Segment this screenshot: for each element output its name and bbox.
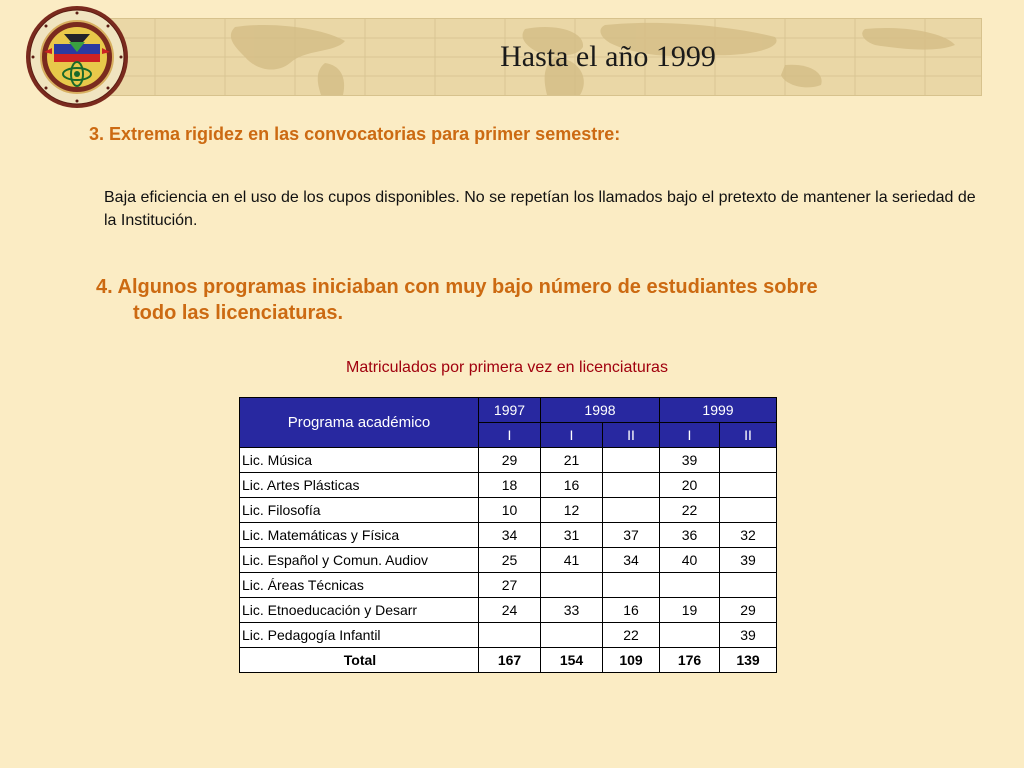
program-name-cell: Lic. Áreas Técnicas	[240, 573, 479, 598]
program-name-cell: Lic. Etnoeducación y Desarr	[240, 598, 479, 623]
enrollment-value-cell	[479, 623, 541, 648]
enrollment-value-cell: 33	[541, 598, 603, 623]
enrollment-value-cell	[660, 623, 720, 648]
program-name-cell: Lic. Pedagogía Infantil	[240, 623, 479, 648]
total-value-cell: 176	[660, 648, 720, 673]
total-value-cell: 109	[603, 648, 660, 673]
enrollment-value-cell	[720, 573, 777, 598]
table-row	[240, 598, 777, 623]
enrollment-value-cell: 25	[479, 548, 541, 573]
enrollment-value-cell: 19	[660, 598, 720, 623]
table-caption: Matriculados por primera vez en licenciaturas	[346, 359, 668, 376]
enrollment-value-cell: 21	[541, 448, 603, 473]
semester-header: I	[479, 423, 541, 448]
total-value-cell: 139	[720, 648, 777, 673]
enrollment-value-cell: 32	[720, 523, 777, 548]
table-row	[240, 623, 777, 648]
program-name-cell: Lic. Música	[240, 448, 479, 473]
enrollment-value-cell: 16	[603, 598, 660, 623]
semester-header: I	[660, 423, 720, 448]
year-header-1997: 1997	[479, 398, 541, 423]
enrollment-value-cell: 36	[660, 523, 720, 548]
total-row	[240, 648, 777, 673]
enrollment-value-cell: 39	[720, 548, 777, 573]
table-row	[240, 448, 777, 473]
program-name-cell: Lic. Filosofía	[240, 498, 479, 523]
enrollment-value-cell	[720, 473, 777, 498]
enrollment-value-cell: 39	[660, 448, 720, 473]
table-row	[240, 473, 777, 498]
title-banner	[84, 18, 982, 96]
enrollment-value-cell	[720, 448, 777, 473]
enrollment-value-cell: 29	[479, 448, 541, 473]
table-row	[240, 548, 777, 573]
total-value-cell: 154	[541, 648, 603, 673]
program-name-cell: Lic. Español y Comun. Audiov	[240, 548, 479, 573]
year-header-1998: 1998	[541, 398, 660, 423]
semester-header: I	[541, 423, 603, 448]
table-row	[240, 498, 777, 523]
section-4-heading-line1: 4. Algunos programas iniciaban con muy bajo número de estudiantes sobre	[96, 276, 818, 298]
program-column-header: Programa académico	[240, 398, 479, 448]
enrollment-value-cell: 22	[660, 498, 720, 523]
enrollment-value-cell: 37	[603, 523, 660, 548]
section-3-body: Baja eficiencia en el uso de los cupos disponibles. No se repetían los llamados bajo el pretexto de mantener la seriedad de la Institución.	[104, 189, 976, 229]
enrollment-value-cell: 18	[479, 473, 541, 498]
enrollment-value-cell: 31	[541, 523, 603, 548]
enrollment-value-cell: 22	[603, 623, 660, 648]
enrollment-value-cell	[720, 498, 777, 523]
enrollment-value-cell: 39	[720, 623, 777, 648]
enrollment-value-cell: 40	[660, 548, 720, 573]
enrollment-table	[239, 397, 777, 673]
enrollment-value-cell: 34	[479, 523, 541, 548]
enrollment-value-cell: 12	[541, 498, 603, 523]
enrollment-value-cell: 34	[603, 548, 660, 573]
enrollment-value-cell	[603, 573, 660, 598]
year-header-1999: 1999	[660, 398, 777, 423]
enrollment-value-cell: 10	[479, 498, 541, 523]
total-value-cell: 167	[479, 648, 541, 673]
table-row	[240, 573, 777, 598]
total-label-cell: Total	[240, 648, 479, 673]
enrollment-value-cell	[603, 498, 660, 523]
enrollment-value-cell: 20	[660, 473, 720, 498]
enrollment-value-cell: 29	[720, 598, 777, 623]
enrollment-value-cell	[603, 473, 660, 498]
semester-header: II	[603, 423, 660, 448]
enrollment-value-cell: 16	[541, 473, 603, 498]
enrollment-value-cell	[541, 573, 603, 598]
section-4-heading-line2: todo las licenciaturas.	[133, 302, 344, 324]
enrollment-value-cell: 41	[541, 548, 603, 573]
section-4-heading	[96, 274, 976, 326]
enrollment-value-cell	[603, 448, 660, 473]
enrollment-value-cell	[541, 623, 603, 648]
page-title: Hasta el año 1999	[500, 40, 716, 73]
enrollment-value-cell: 24	[479, 598, 541, 623]
institution-seal-icon	[24, 4, 130, 110]
section-3-heading: 3. Extrema rigidez en las convocatorias para primer semestre:	[89, 124, 621, 144]
enrollment-value-cell: 27	[479, 573, 541, 598]
program-name-cell: Lic. Artes Plásticas	[240, 473, 479, 498]
enrollment-value-cell	[660, 573, 720, 598]
table-row	[240, 523, 777, 548]
semester-header: II	[720, 423, 777, 448]
program-name-cell: Lic. Matemáticas y Física	[240, 523, 479, 548]
